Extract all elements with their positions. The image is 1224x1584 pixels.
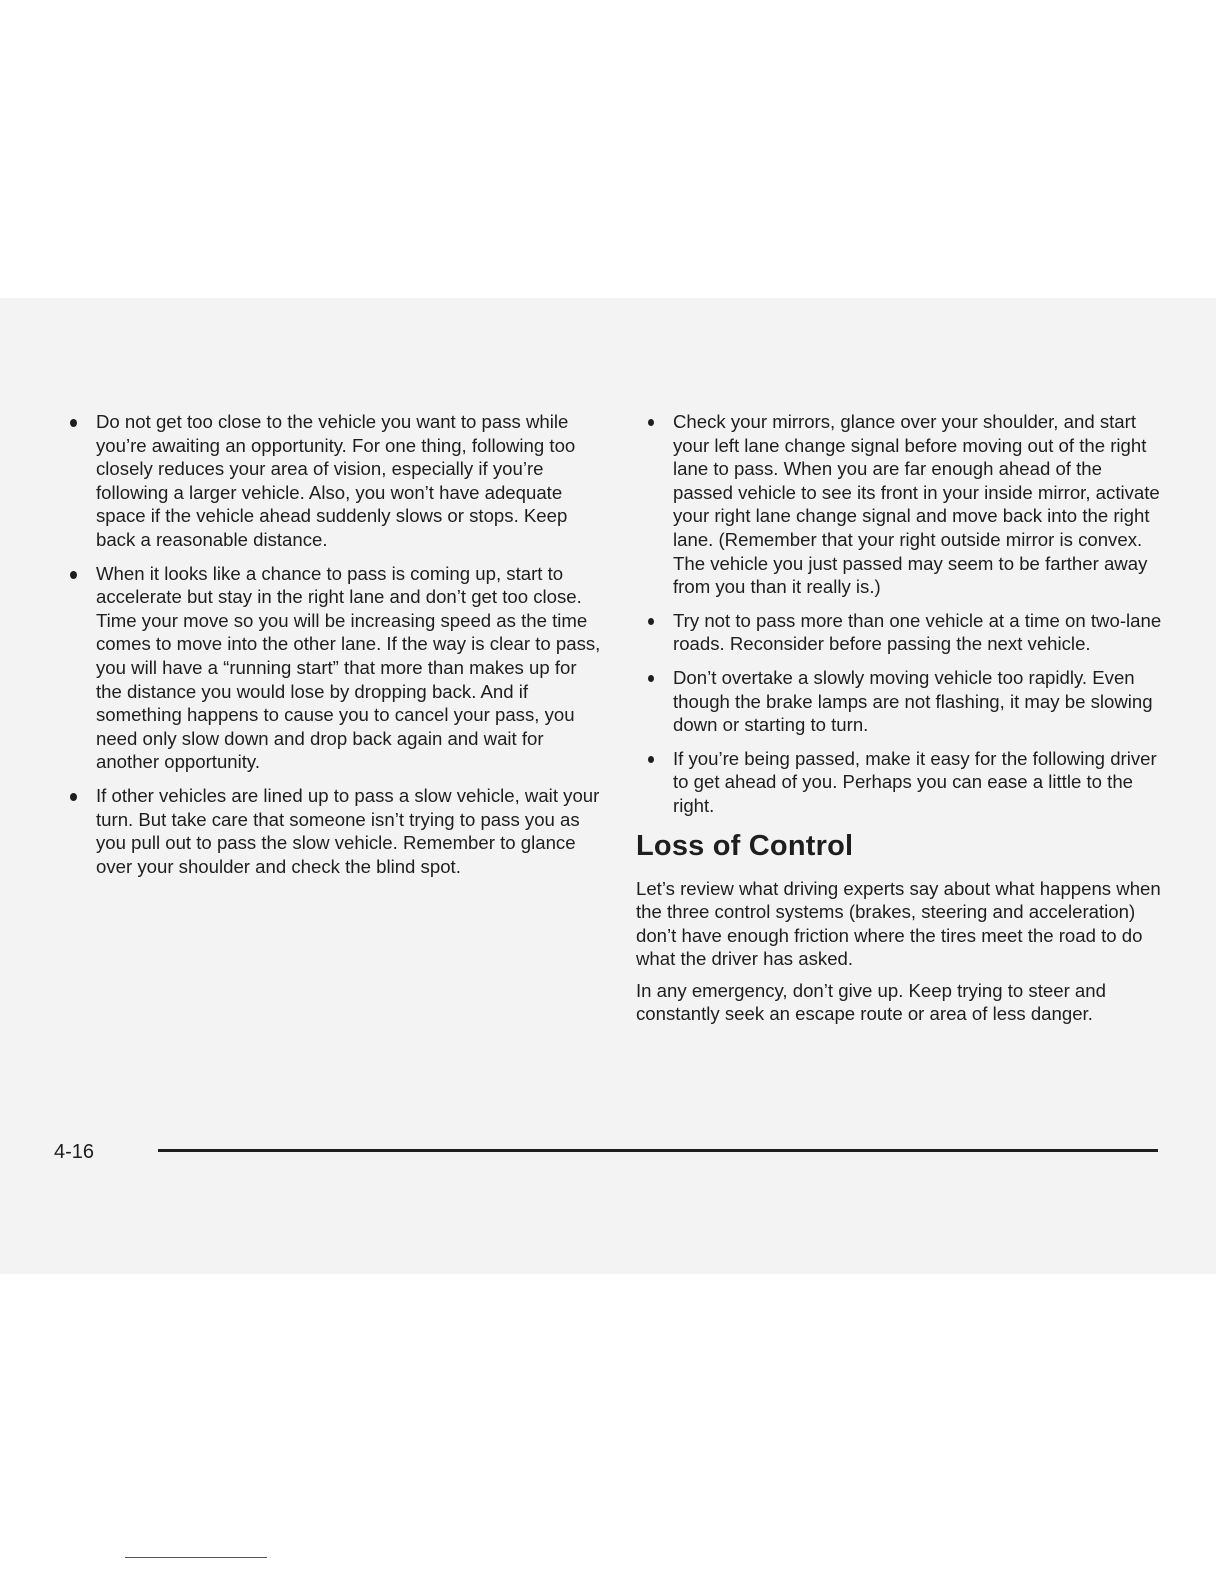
bullet-dot-icon [70, 793, 77, 801]
bullet-text: Check your mirrors, glance over your shoulder, and start your left lane change signal before moving out of the right lane to pass. When you are far enough ahead of the passed vehicle to see its front in your inside mirror, activate your right lane change signal and move back into the right lane. (Remember that your right outside mirror is convex. The vehicle you just passed may seem to be farther away from you than it really is.) [673, 411, 1160, 598]
bullet-item [64, 784, 604, 878]
bullet-text: Don’t overtake a slowly moving vehicle too rapidly. Even though the brake lamps are not flashing, it may be slowing down or starting to turn. [673, 666, 1153, 736]
bullet-text: If other vehicles are lined up to pass a slow vehicle, wait your turn. But take care that someone isn’t trying to pass you as you pull out to pass the slow vehicle. Remember to glance over your shoulder and check the blind spot. [96, 784, 600, 877]
footer-divider [158, 1149, 1158, 1152]
bullet-text: Try not to pass more than one vehicle at a time on two-lane roads. Reconsider before passing the next vehicle. [673, 609, 1162, 655]
section-heading: Loss of Control [636, 829, 854, 862]
bullet-dot-icon [648, 419, 654, 426]
left-column [64, 410, 604, 888]
bullet-text: Do not get too close to the vehicle you want to pass while you’re awaiting an opportunity. For one thing, following too closely reduces your area of vision, especially if you’re following a larger vehicle. Also, you won’t have adequate space if the vehicle ahead suddenly slows or stops. Keep back a reasonable distance. [96, 411, 576, 550]
underline-link[interactable] [125, 1557, 267, 1558]
bullet-dot-icon [648, 675, 654, 682]
bullet-item [636, 609, 1164, 656]
bullet-item [636, 410, 1164, 599]
bullet-item [636, 666, 1164, 737]
body-paragraph: In any emergency, don’t give up. Keep trying to steer and constantly seek an escape route or area of less danger. [636, 979, 1106, 1025]
bullet-dot-icon [648, 618, 654, 625]
right-bullet-list [636, 410, 1164, 818]
right-column [636, 410, 1164, 1034]
bullet-dot-icon [70, 419, 77, 427]
page-number: 4-16 [54, 1141, 95, 1163]
bullet-item [636, 747, 1164, 818]
bullet-item [64, 410, 604, 552]
left-bullet-list [64, 410, 604, 878]
bullet-text: When it looks like a chance to pass is coming up, start to accelerate but stay in the right lane and don’t get too close. Time your move so you will be increasing speed as the time comes to move into the other lane. If the way is clear to pass, you will have a “running start” that more than makes up for the distance you would lose by dropping back. And if something happens to cause you to cancel your pass, you need only slow down and drop back again and wait for another opportunity. [96, 562, 601, 773]
bullet-text: If you’re being passed, make it easy for the following driver to get ahead of you. Perhaps you can ease a little to the right. [673, 747, 1157, 816]
body-paragraph: Let’s review what driving experts say about what happens when the three control systems (brakes, steering and acceleration) don’t have enough friction where the tires meet the road to do what the driver has asked. [636, 877, 1161, 970]
bullet-dot-icon [70, 571, 77, 579]
bullet-dot-icon [648, 756, 654, 763]
bullet-item [64, 562, 604, 774]
